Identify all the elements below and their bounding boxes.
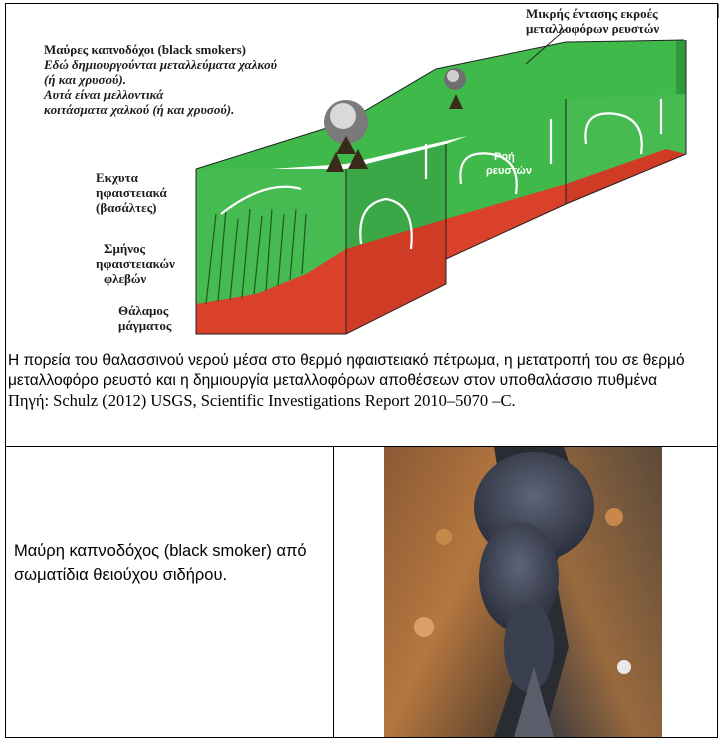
smokers-title: Μαύρες καπνοδόχοι (black smokers) [44,42,247,57]
top-right-label-2: μεταλλοφόρων ρευστών [526,21,660,36]
flow-label-2: ρευστών [486,165,532,177]
magma-label-2: μάγματος [118,318,172,333]
smokers-line-5: κοιτάσματα χαλκού (ή και χρυσού). [44,102,235,117]
basalt-label-1: Εκχυτα [96,170,138,185]
page-edge-mark: | [716,2,720,19]
smoker-description: Μαύρη καπνοδόχος (black smoker) από σωματίδια θειούχου σιδήρου. [14,542,307,584]
diagram-cell [6,4,718,447]
black-smoker-photo [384,447,662,737]
figure-caption [8,351,714,411]
smoker-text-cell [6,447,334,738]
magma-label-1: Θάλαμος [118,303,169,318]
smoker-photo-cell [334,447,718,738]
basalt-label-3: (βασάλτες) [96,200,157,215]
figure-table [5,3,718,738]
caption-text: Η πορεία του θαλασσινού νερού μέσα στο θερμό ηφαιστειακό πέτρωμα, η μετατροπή του σε θερμό μεταλλοφόρο ρευστό και η δημιουργία μεταλλοφόρων αποθέσεων στον υποθαλάσσιο πυθμένα [8,352,685,389]
caption-source: Πηγή: Schulz (2012) USGS, Scientific Investigations Report 2010–5070 –C. [8,391,516,410]
dikes-label-3: φλεβών [104,271,147,286]
top-right-label-1: Μικρής έντασης εκροές [526,6,658,21]
smokers-line-4: Αυτά είναι μελλοντικά [44,87,164,102]
smokers-line-3: (ή και χρυσού). [44,72,126,87]
dikes-label-1: Σμήνος [104,241,146,256]
hydrothermal-diagram [6,4,717,349]
dikes-label-2: ηφαιστειακών [96,256,175,271]
flow-label-1: Ροή [494,151,515,163]
smokers-line-2: Εδώ δημιουργούνται μεταλλεύματα χαλκού [44,57,278,72]
basalt-label-2: ηφαιστειακά [96,185,167,200]
